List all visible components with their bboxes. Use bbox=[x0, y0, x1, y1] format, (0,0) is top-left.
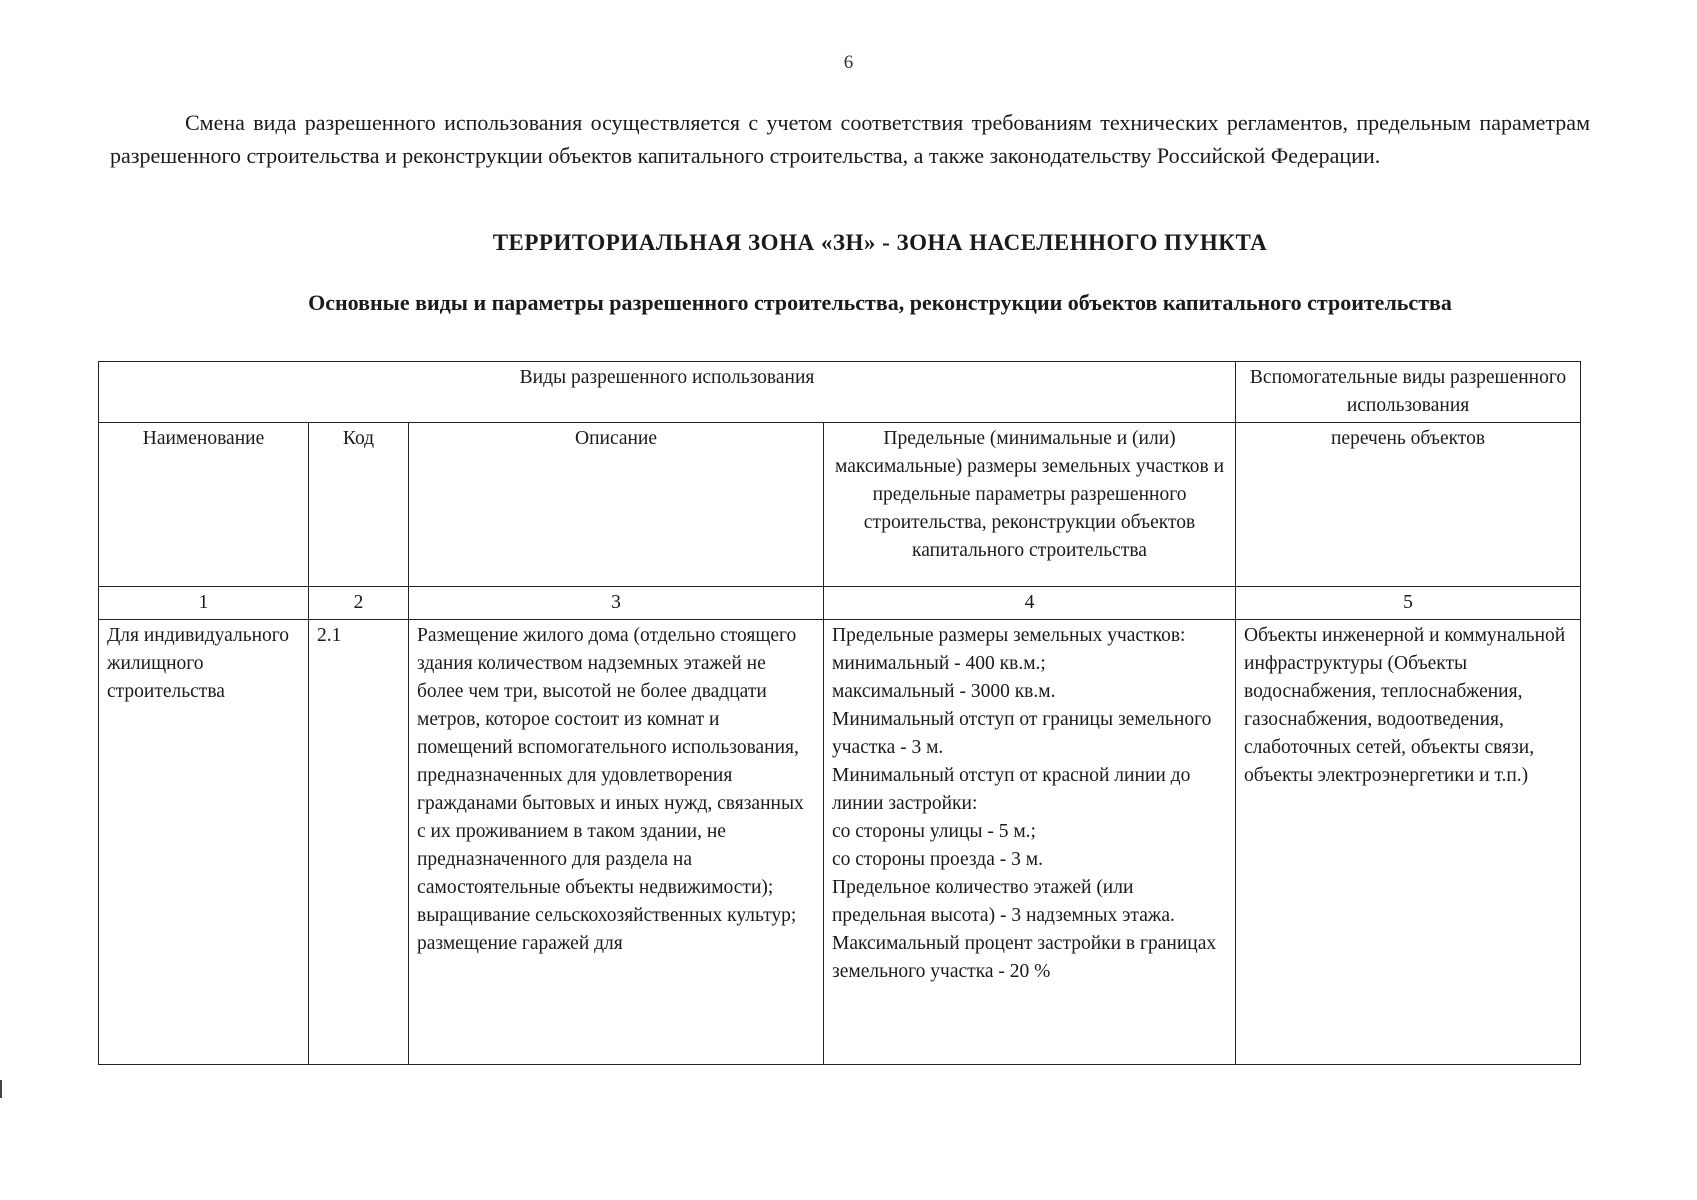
row-objects: Объекты инженерной и коммунальной инфраструктуры (Объекты водоснабжения, теплоснабжения, газоснабжения, водоотведения, слаботочных сетей, объекты связи, объекты электроэнергетики и т.п.) bbox=[1236, 620, 1581, 1065]
row-code: 2.1 bbox=[309, 620, 409, 1065]
column-number: 4 bbox=[824, 587, 1236, 620]
margin-scan-mark bbox=[0, 1080, 6, 1098]
column-header-code: Код bbox=[309, 423, 409, 587]
column-number: 1 bbox=[99, 587, 309, 620]
regulations-table bbox=[98, 361, 1581, 1065]
column-number: 5 bbox=[1236, 587, 1581, 620]
table-row bbox=[99, 620, 1581, 1065]
table-title: Основные виды и параметры разрешенного строительства, реконструкции объектов капитального строительства bbox=[308, 290, 1452, 315]
column-header-name: Наименование bbox=[99, 423, 309, 587]
column-header-row bbox=[99, 423, 1581, 587]
page-number: 6 bbox=[843, 52, 854, 73]
column-header-objects: перечень объектов bbox=[1236, 423, 1581, 587]
column-header-limits: Предельные (минимальные и (или) максимальные) размеры земельных участков и предельные параметры разрешенного строительства, реконструкции объектов капитального строительства bbox=[824, 423, 1236, 587]
column-header-description: Описание bbox=[409, 423, 824, 587]
group-header-permitted: Виды разрешенного использования bbox=[99, 362, 1236, 423]
zone-title: ТЕРРИТОРИАЛЬНАЯ ЗОНА «ЗН» - ЗОНА НАСЕЛЕННОГО ПУНКТА bbox=[492, 230, 1268, 255]
column-number: 3 bbox=[409, 587, 824, 620]
column-number-row bbox=[99, 587, 1581, 620]
intro-paragraph: Смена вида разрешенного использования осуществляется с учетом соответствия требованиям технических регламентов, предельным параметрам разрешенного строительства и реконструкции объектов капитального строительства, а также законодательству Российской Федерации. bbox=[110, 110, 1590, 168]
row-description: Размещение жилого дома (отдельно стоящего здания количеством надземных этажей не более чем три, высотой не более двадцати метров, которое состоит из комнат и помещений вспомогательного использования, предназначенных для удовлетворения гражданами бытовых и иных нужд, связанных с их проживанием в таком здании, не предназначенного для раздела на самостоятельные объекты недвижимости); выращивание сельскохозяйственных культур; размещение гаражей для bbox=[409, 620, 824, 1065]
row-name: Для индивидуального жилищного строительства bbox=[99, 620, 309, 1065]
group-header-auxiliary: Вспомогательные виды разрешенного использования bbox=[1236, 362, 1581, 423]
row-limits: Предельные размеры земельных участков: минимальный - 400 кв.м.; максимальный - 3000 кв.м. Минимальный отступ от границы земельного участка - 3 м. Минимальный отступ от красной линии до линии застройки: со стороны улицы - 5 м.; со стороны проезда - 3 м. Предельное количество этажей (или предельная высота) - 3 надземных этажа. Максимальный процент застройки в границах земельного участка - 20 % bbox=[824, 620, 1236, 1065]
column-number: 2 bbox=[309, 587, 409, 620]
group-header-row bbox=[99, 362, 1581, 423]
